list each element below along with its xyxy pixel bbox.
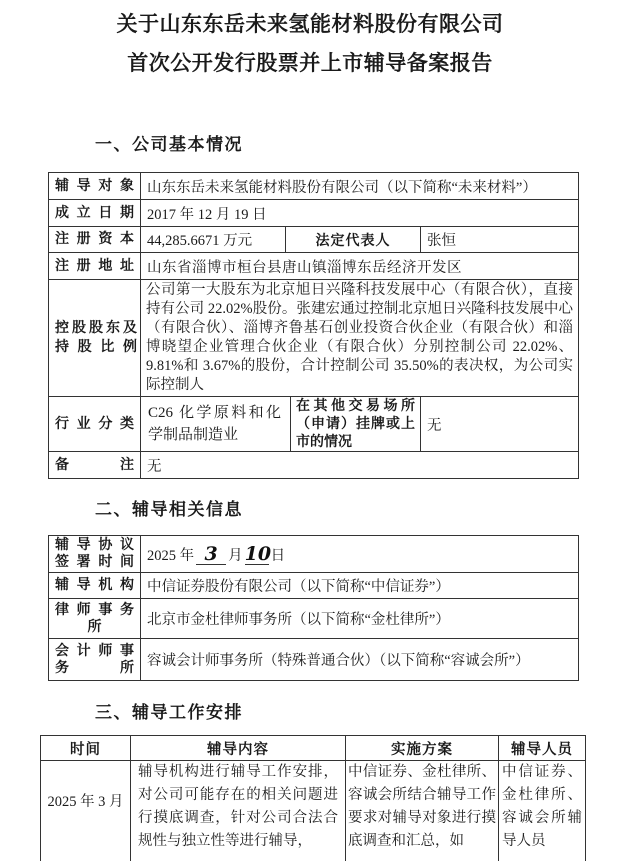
law-firm-value: 北京市金杜律师事务所（以下简称“金杜律所”） [141,599,579,639]
registered-address-value: 山东省淄博市桓台县唐山镇淄博东岳经济开发区 [141,253,579,280]
legal-representative-label: 法定代表人 [286,227,421,253]
controlling-shareholder-value: 公司第一大股东为北京旭日兴隆科技发展中心（有限合伙），直接持有公司 22.02%股份。张建宏通过控制北京旭日兴隆科技发展中心（有限合伙）、淄博齐鲁基石创业投资合伙企业（有限合伙）和淄博晓望企业管理合伙企业（有限合伙）分别控制公司 22.02%、9.81%和 3.67%的股份，合计控制公司 35.50%的表决权，为公司实际控制人 [141,280,579,397]
table-row [49,173,579,200]
table-row [49,200,579,227]
accounting-firm-label: 会计师事务所 [49,639,141,681]
column-header-time: 时间 [41,736,131,761]
agreement-date-month-unit: 月 [228,547,243,564]
column-header-personnel: 辅导人员 [499,736,586,761]
agreement-date-value [141,536,579,573]
agreement-date-label: 辅导协议签署时间 [49,536,141,573]
table-row [49,573,579,599]
table-row [49,280,579,397]
accounting-firm-value: 容诚会计师事务所（特殊普通合伙）（以下简称“容诚会所”） [141,639,579,681]
registered-capital-value: 44,285.6671 万元 [141,227,286,253]
agreement-date-day-handwritten: 10 [244,542,272,565]
other-listing-label: 在其他交易场所（申请）挂牌或上市的情况 [291,397,421,452]
industry-value: C26 化学原料和化学制品制造业 [141,397,291,452]
schedule-plan: 中信证券、金杜律所、容诚会所结合辅导工作要求对辅导对象进行摸底调查和汇总，如 [346,761,499,861]
established-date-value: 2017 年 12 月 19 日 [141,200,579,227]
agreement-date-year: 2025 年 [147,547,195,564]
agreement-date-month-handwritten: 3 [196,544,226,565]
law-firm-label: 律师事务所 [49,599,141,639]
table-row [49,599,579,639]
column-header-plan: 实施方案 [346,736,499,761]
section-heading-tutoring-info: 二、辅导相关信息 [95,500,243,520]
schedule-content: 辅导机构进行辅导工作安排，对公司可能存在的相关问题进行摸底调查，针对公司合法合规性与独立性等进行辅导， [131,761,346,861]
tutoring-institution-value: 中信证券股份有限公司（以下简称“中信证券”） [141,573,579,599]
industry-label: 行业分类 [49,397,141,452]
table-row [49,253,579,280]
schedule-time: 2025 年 3 月 [41,761,131,861]
tutoring-target-label: 辅导对象 [49,173,141,200]
remarks-value: 无 [141,452,579,479]
table-row [49,536,579,573]
table-row [49,227,579,253]
tutoring-target-value: 山东东岳未来氢能材料股份有限公司（以下简称“未来材料”） [141,173,579,200]
company-info-table [48,172,579,479]
report-title-line-1: 关于山东东岳未来氢能材料股份有限公司 [116,12,504,36]
registered-capital-label: 注册资本 [49,227,141,253]
section-heading-work-schedule: 三、辅导工作安排 [95,703,243,723]
tutoring-institution-label: 辅导机构 [49,573,141,599]
table-row [49,452,579,479]
registered-address-label: 注册地址 [49,253,141,280]
remarks-label: 备注 [49,452,141,479]
controlling-shareholder-label: 控股股东及持股比例 [49,280,141,397]
legal-representative-value: 张恒 [421,227,579,253]
table-row [41,761,586,861]
table-row [49,397,579,452]
agreement-date-day-unit: 日 [270,547,286,564]
work-schedule-table [40,735,586,861]
established-date-label: 成立日期 [49,200,141,227]
other-listing-value: 无 [421,397,579,452]
section-heading-company-info: 一、公司基本情况 [95,135,243,155]
report-title-line-2: 首次公开发行股票并上市辅导备案报告 [127,51,493,75]
column-header-content: 辅导内容 [131,736,346,761]
table-row [49,639,579,681]
tutoring-info-table [48,535,579,681]
table-header-row [41,736,586,761]
schedule-personnel: 中信证券、金杜律所、容诚会所辅导人员 [499,761,586,861]
